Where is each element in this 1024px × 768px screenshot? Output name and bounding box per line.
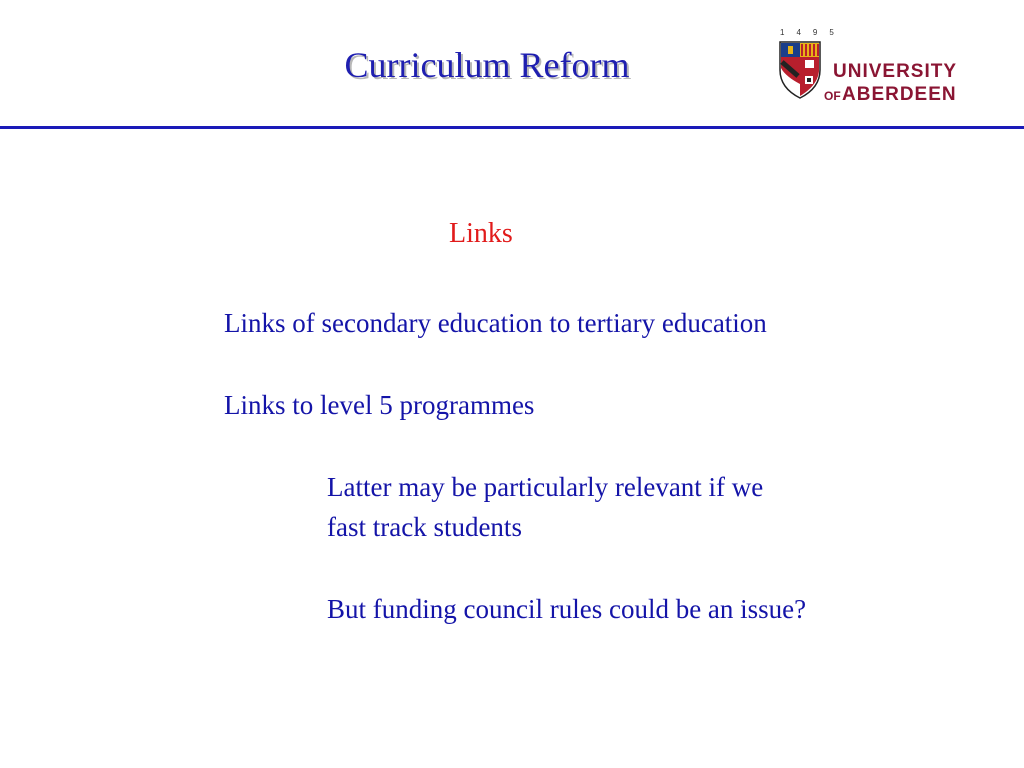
logo-year: 1495 — [780, 28, 846, 37]
slide-title: Curriculum Reform — [344, 45, 630, 85]
university-crest-icon — [778, 40, 822, 100]
subpoint-fast-track-line2: fast track students — [327, 512, 522, 542]
logo-of-text: OF — [824, 89, 841, 103]
point-level5: Links to level 5 programmes — [224, 390, 535, 420]
subpoint-funding-rules: But funding council rules could be an issue? — [327, 594, 807, 624]
section-heading: Links — [449, 218, 513, 249]
logo-aberdeen-text: ABERDEEN — [842, 84, 957, 105]
point-secondary-tertiary: Links of secondary education to tertiary education — [224, 308, 767, 338]
university-logo — [778, 28, 978, 104]
subpoint-fast-track-line1: Latter may be particularly relevant if we — [327, 472, 764, 502]
title-divider — [0, 126, 1024, 129]
logo-university-text: UNIVERSITY — [833, 61, 958, 82]
